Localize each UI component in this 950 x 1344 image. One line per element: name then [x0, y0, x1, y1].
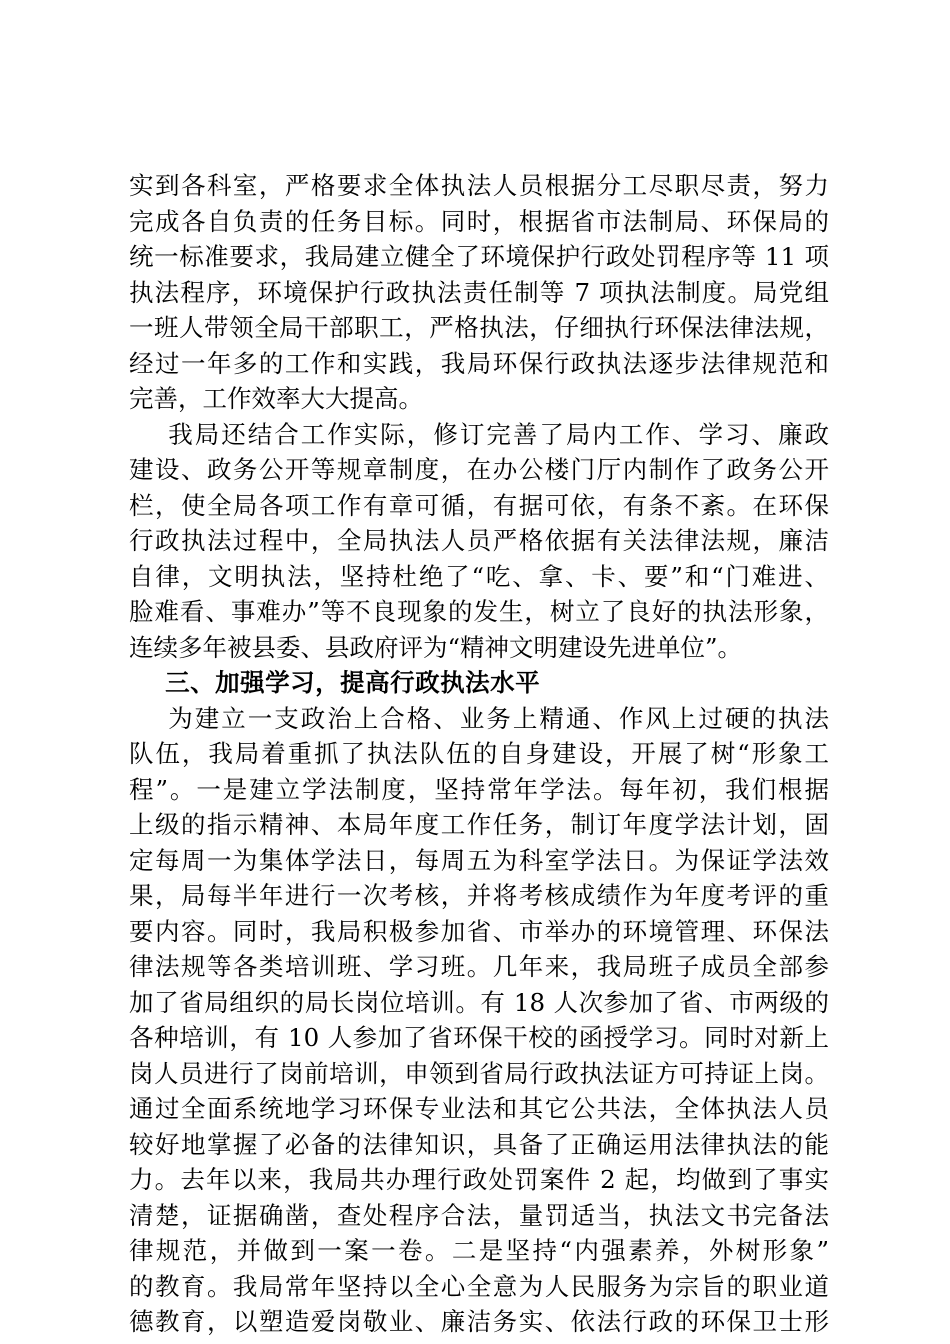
- body-line: 要内容。同时，我局积极参加省、市举办的环境管理、环保法: [129, 916, 829, 946]
- body-line: 程”。一是建立学法制度，坚持常年学法。每年初，我们根据: [129, 774, 829, 804]
- document-body: [129, 168, 829, 1340]
- body-line: 的教育。我局常年坚持以全心全意为人民服务为宗旨的职业道: [129, 1271, 829, 1301]
- body-line: 较好地掌握了必备的法律知识，具备了正确运用法律执法的能: [129, 1129, 829, 1159]
- body-line: 实到各科室，严格要求全体执法人员根据分工尽职尽责，努力: [129, 171, 829, 200]
- body-line: 统一标准要求，我局建立健全了环境保护行政处罚程序等 11 项: [129, 242, 829, 271]
- body-line: 执法程序，环境保护行政执法责任制等 7 项执法制度。局党组: [129, 277, 829, 307]
- body-line: 连续多年被县委、县政府评为“精神文明建设先进单位”。: [129, 632, 743, 662]
- body-line: 建设、政务公开等规章制度，在办公楼门厅内制作了政务公开: [129, 455, 829, 484]
- body-line: 行政执法过程中，全局执法人员严格依据有关法律法规，廉洁: [129, 526, 829, 555]
- body-line: 经过一年多的工作和实践，我局环保行政执法逐步法律规范和: [129, 348, 829, 378]
- body-line: 通过全面系统地学习环保专业法和其它公共法，全体执法人员: [129, 1094, 829, 1123]
- body-line: 栏，使全局各项工作有章可循，有据可依，有条不紊。在环保: [129, 490, 829, 520]
- section-heading: 三、加强学习，提高行政执法水平: [129, 668, 541, 697]
- body-line: 上级的指示精神、本局年度工作任务，制订年度学法计划，固: [129, 810, 829, 839]
- body-line: 队伍，我局着重抓了执法队伍的自身建设，开展了树“形象工: [129, 739, 829, 768]
- body-line: 完善，工作效率大大提高。: [129, 384, 423, 413]
- body-line: 定每周一为集体学法日，每周五为科室学法日。为保证学法效: [129, 845, 829, 875]
- body-line: 加了省局组织的局长岗位培训。有 18 人次参加了省、市两级的: [129, 987, 829, 1017]
- body-line: 一班人带领全局干部职工，严格执法，仔细执行环保法律法规，: [129, 313, 829, 342]
- body-line: 完成各自负责的任务目标。同时，根据省市法制局、环保局的: [129, 206, 829, 236]
- body-line: 各种培训，有 10 人参加了省环保干校的函授学习。同时对新上: [129, 1023, 829, 1052]
- body-line: 德教育，以塑造爱岗敬业、廉洁务实、依法行政的环保卫士形: [129, 1307, 829, 1336]
- body-line: 自律，文明执法，坚持杜绝了“吃、拿、卡、要”和“门难进、: [129, 561, 829, 591]
- body-line: 律规范，并做到一案一卷。二是坚持“内强素养，外树形象”: [129, 1236, 829, 1265]
- body-line: 律法规等各类培训班、学习班。几年来，我局班子成员全部参: [129, 952, 829, 981]
- body-line: 岗人员进行了岗前培训，申领到省局行政执法证方可持证上岗。: [129, 1058, 829, 1088]
- body-line: 清楚，证据确凿，查处程序合法，量罚适当，执法文书完备法: [129, 1200, 829, 1230]
- body-line: 我局还结合工作实际，修订完善了局内工作、学习、廉政: [129, 419, 829, 449]
- body-line: 脸难看、事难办”等不良现象的发生，树立了良好的执法形象，: [129, 597, 829, 626]
- body-line: 为建立一支政治上合格、业务上精通、作风上过硬的执法: [129, 703, 829, 733]
- body-line: 果，局每半年进行一次考核，并将考核成绩作为年度考评的重: [129, 881, 829, 910]
- body-line: 力。去年以来，我局共办理行政处罚案件 2 起，均做到了事实: [129, 1165, 829, 1194]
